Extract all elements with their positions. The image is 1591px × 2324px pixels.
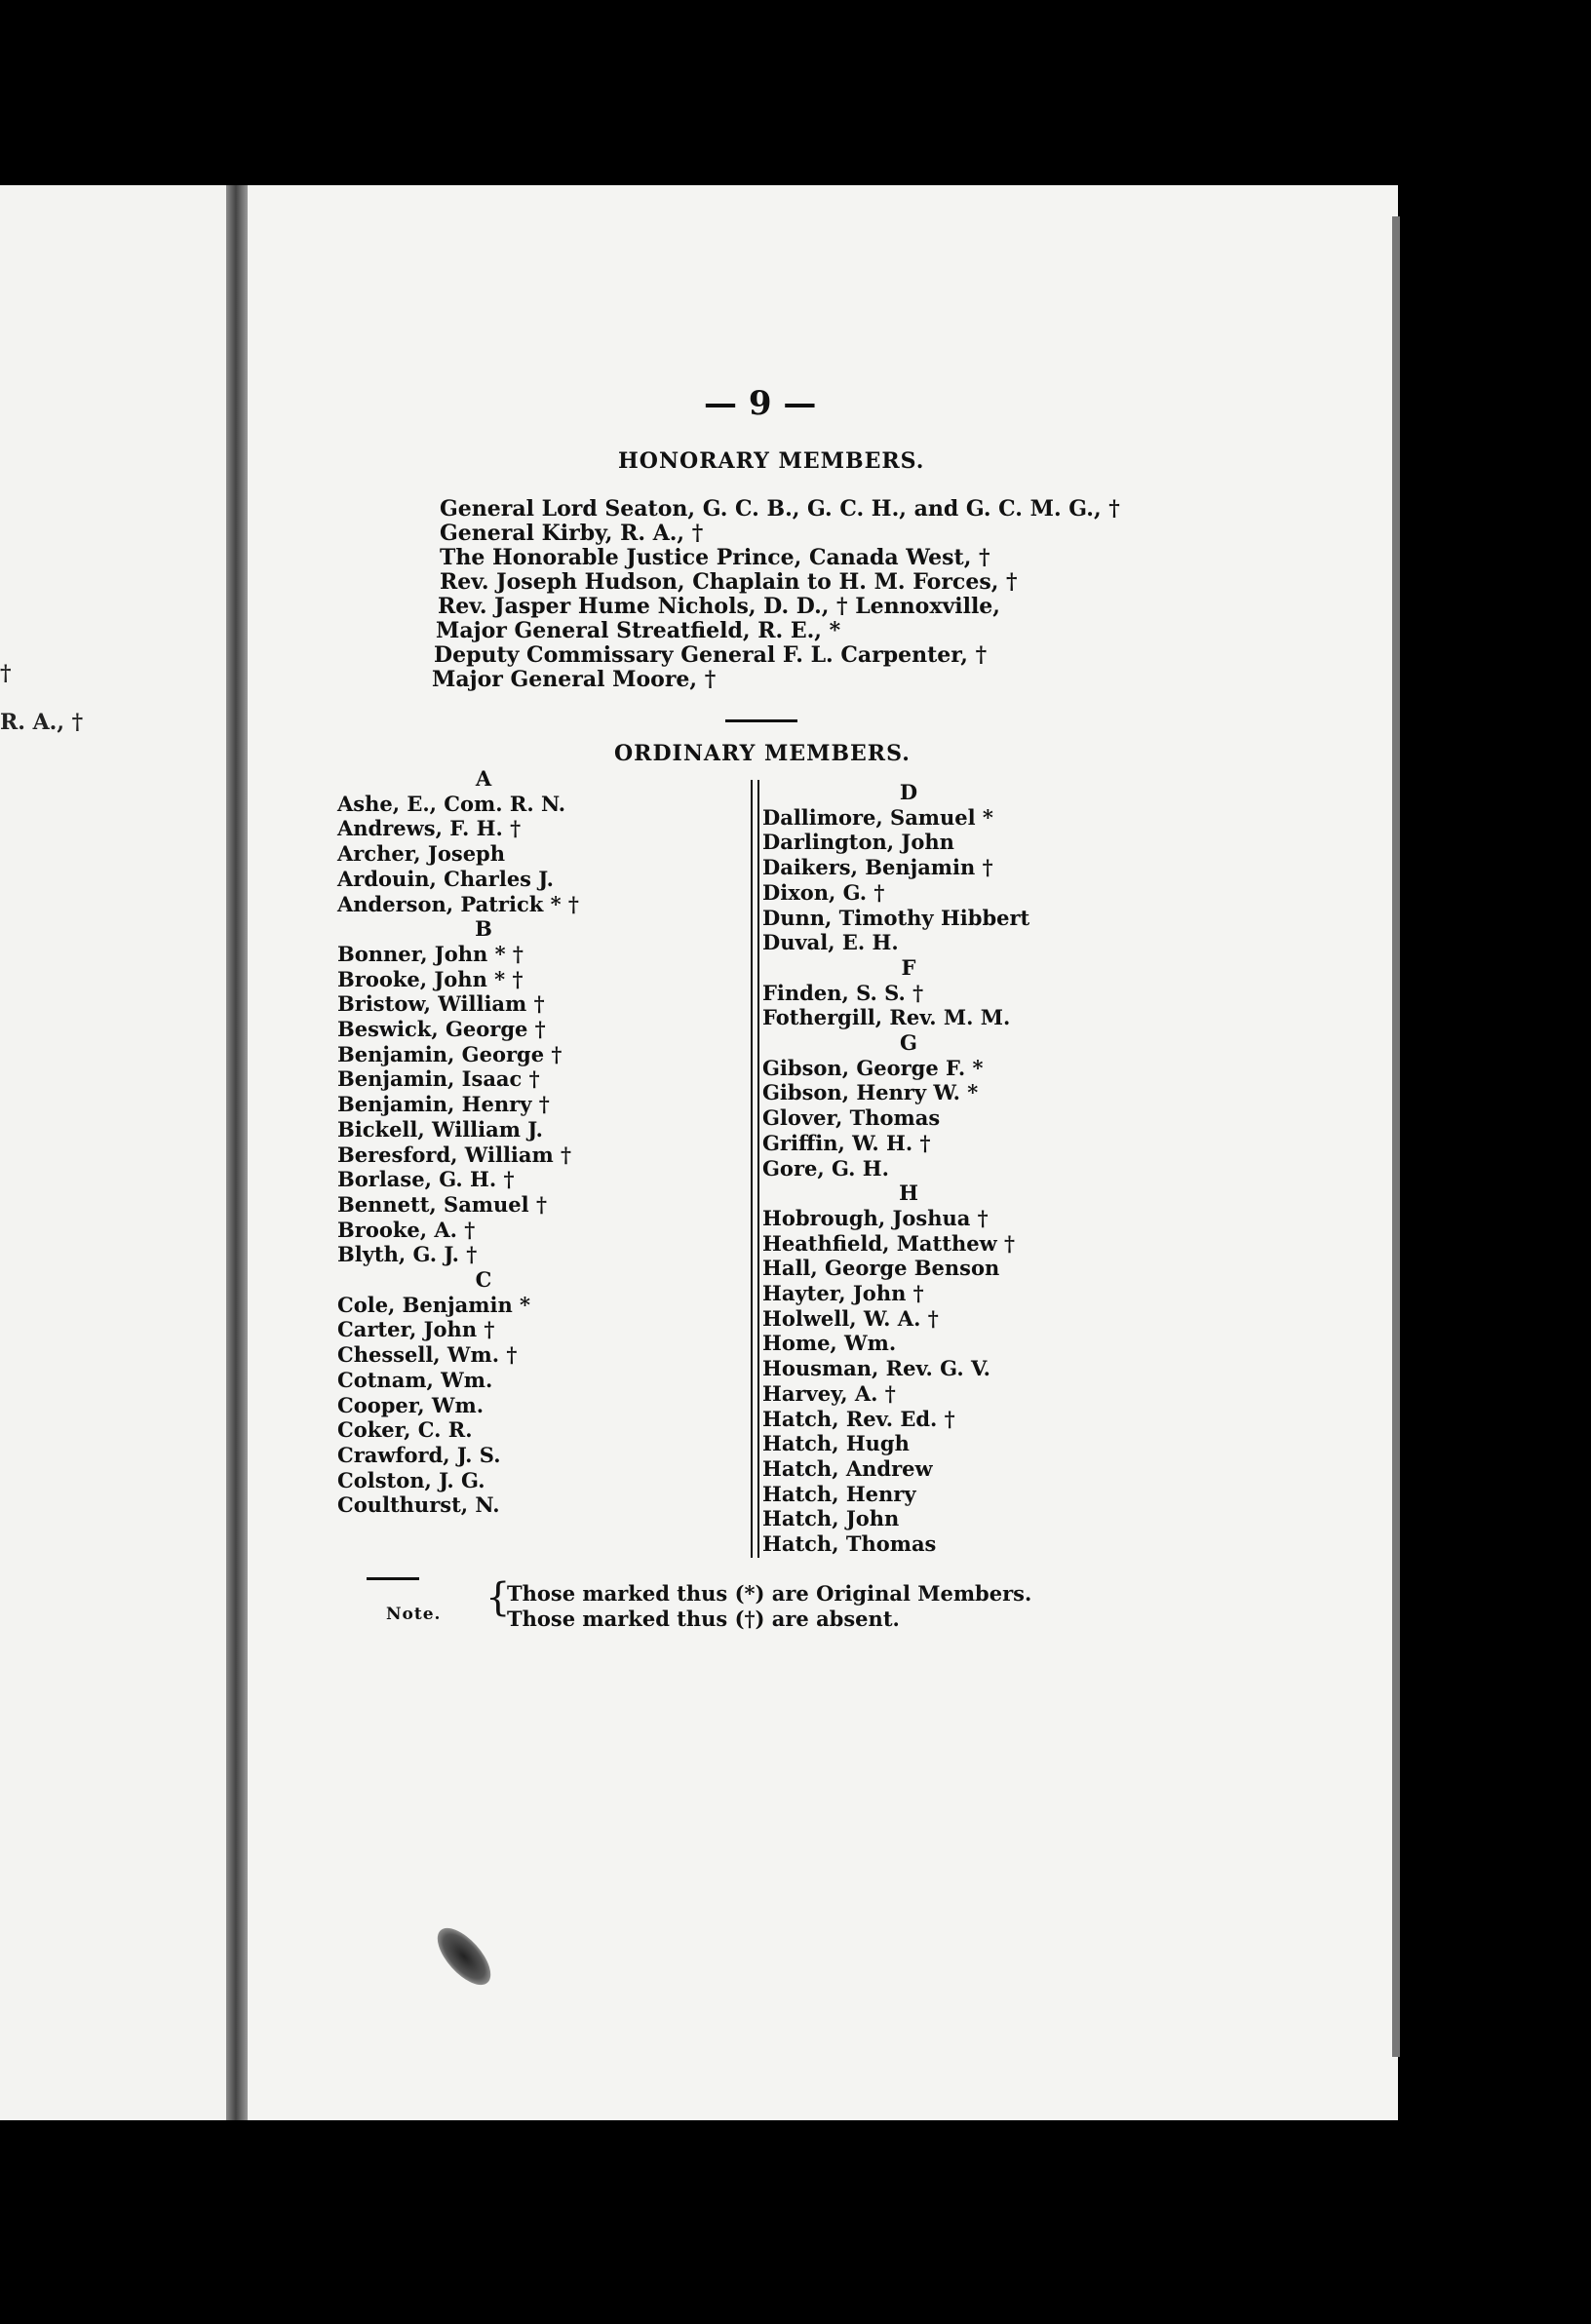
member-name: Hatch, Rev. Ed. †	[762, 1406, 955, 1431]
member-name: Coker, C. R.	[337, 1417, 473, 1443]
member-name: Daikers, Benjamin †	[762, 855, 993, 880]
member-name: Gibson, George F. *	[762, 1055, 984, 1080]
column-divider	[751, 780, 759, 1558]
member-name: Home, Wm.	[762, 1331, 897, 1356]
member-name: Anderson, Patrick * †	[337, 891, 579, 916]
member-name: Hall, George Benson	[762, 1256, 1000, 1281]
member-name: Gore, G. H.	[762, 1155, 889, 1181]
member-name: Hobrough, Joshua †	[762, 1205, 989, 1230]
member-name: Gibson, Henry W. *	[762, 1080, 979, 1105]
member-name: Finden, S. S. †	[762, 980, 924, 1005]
member-name: Hayter, John †	[762, 1281, 924, 1306]
honorary-member: Deputy Commissary General F. L. Carpenter, †	[434, 642, 988, 668]
member-name: Colston, J. G.	[337, 1467, 485, 1492]
member-name: Hatch, Henry	[762, 1481, 916, 1506]
member-name: Bennett, Samuel †	[337, 1191, 547, 1217]
honorary-member: The Honorable Justice Prince, Canada West, †	[440, 545, 990, 570]
member-name: Benjamin, Henry †	[337, 1092, 550, 1117]
member-name: Dunn, Timothy Hibbert	[762, 905, 1030, 930]
member-name: Bristow, William †	[337, 991, 545, 1017]
member-name: Cole, Benjamin *	[337, 1292, 531, 1317]
note-label: Note.	[386, 1605, 442, 1624]
member-name: Ashe, E., Com. R. N.	[337, 791, 566, 816]
section-letter: B	[475, 916, 492, 942]
section-letter: A	[475, 766, 492, 791]
member-name: Ardouin, Charles J.	[337, 866, 554, 891]
member-name: Bonner, John * †	[337, 941, 524, 966]
member-name: Bickell, William J.	[337, 1116, 543, 1142]
section-letter: D	[899, 780, 918, 804]
note-line: Those marked thus (†) are absent.	[507, 1607, 900, 1631]
member-name: Darlington, John	[762, 830, 954, 855]
member-name: Dixon, G. †	[762, 879, 885, 905]
member-name: Borlase, G. H. †	[337, 1167, 515, 1192]
section-rule	[725, 719, 797, 722]
member-name: Holwell, W. A. †	[762, 1305, 939, 1331]
section-letter: G	[900, 1030, 917, 1056]
member-name: Benjamin, George †	[337, 1041, 563, 1066]
member-name: Housman, Rev. G. V.	[762, 1356, 990, 1381]
member-name: Blyth, G. J. †	[337, 1242, 478, 1267]
section-letter: H	[899, 1181, 918, 1206]
member-name: Fothergill, Rev. M. M.	[762, 1005, 1011, 1030]
member-name: Archer, Joseph	[337, 841, 506, 867]
note-brace: {	[485, 1575, 511, 1620]
member-name: Chessell, Wm. †	[337, 1342, 518, 1368]
member-name: Hatch, Andrew	[762, 1455, 933, 1481]
member-name: Dallimore, Samuel *	[762, 804, 993, 830]
section-letter: F	[901, 954, 916, 980]
member-name: Brooke, John * †	[337, 966, 524, 991]
honorary-member: General Lord Seaton, G. C. B., G. C. H., and G. C. M. G., †	[440, 496, 1120, 522]
member-name: Carter, John †	[337, 1317, 495, 1342]
member-name: Heathfield, Matthew †	[762, 1230, 1015, 1256]
honorary-member: Major General Streatfield, R. E., *	[436, 618, 841, 643]
member-name: Hatch, John	[762, 1506, 900, 1531]
member-name: Benjamin, Isaac †	[337, 1066, 540, 1092]
page-number: — 9 —	[704, 384, 817, 423]
member-name: Andrews, F. H. †	[337, 816, 522, 841]
section-letter: C	[475, 1267, 492, 1293]
member-name: Cooper, Wm.	[337, 1392, 485, 1417]
member-name: Duval, E. H.	[762, 930, 899, 955]
note-rule	[367, 1577, 419, 1580]
honorary-member: Rev. Jasper Hume Nichols, D. D., † Lennoxville,	[438, 594, 1000, 619]
member-name: Coulthurst, N.	[337, 1492, 500, 1518]
book-gutter	[226, 185, 248, 2120]
member-name: Beswick, George †	[337, 1017, 546, 1042]
member-name: Brooke, A. †	[337, 1217, 476, 1242]
honorary-member: General Kirby, R. A., †	[440, 521, 704, 546]
ordinary-left-column	[337, 766, 630, 1518]
left-page-fragment: R. A., †	[0, 710, 84, 735]
honorary-heading: HONORARY MEMBERS.	[618, 448, 925, 474]
member-name: Hatch, Thomas	[762, 1531, 937, 1557]
left-page-fragment: †	[0, 661, 12, 686]
member-name: Crawford, J. S.	[337, 1442, 501, 1467]
member-name: Hatch, Hugh	[762, 1431, 910, 1456]
ordinary-right-column	[762, 780, 1055, 1557]
member-name: Glover, Thomas	[762, 1105, 941, 1131]
left-page	[0, 185, 232, 2120]
member-name: Cotnam, Wm.	[337, 1367, 493, 1392]
member-name: Harvey, A. †	[762, 1380, 896, 1406]
member-name: Griffin, W. H. †	[762, 1130, 931, 1155]
page-edge	[1392, 216, 1400, 2057]
note-line: Those marked thus (*) are Original Members.	[507, 1581, 1032, 1606]
member-name: Beresford, William †	[337, 1142, 572, 1167]
honorary-member: Major General Moore, †	[432, 667, 717, 692]
honorary-member: Rev. Joseph Hudson, Chaplain to H. M. Forces, †	[440, 569, 1018, 595]
ordinary-heading: ORDINARY MEMBERS.	[614, 741, 911, 766]
